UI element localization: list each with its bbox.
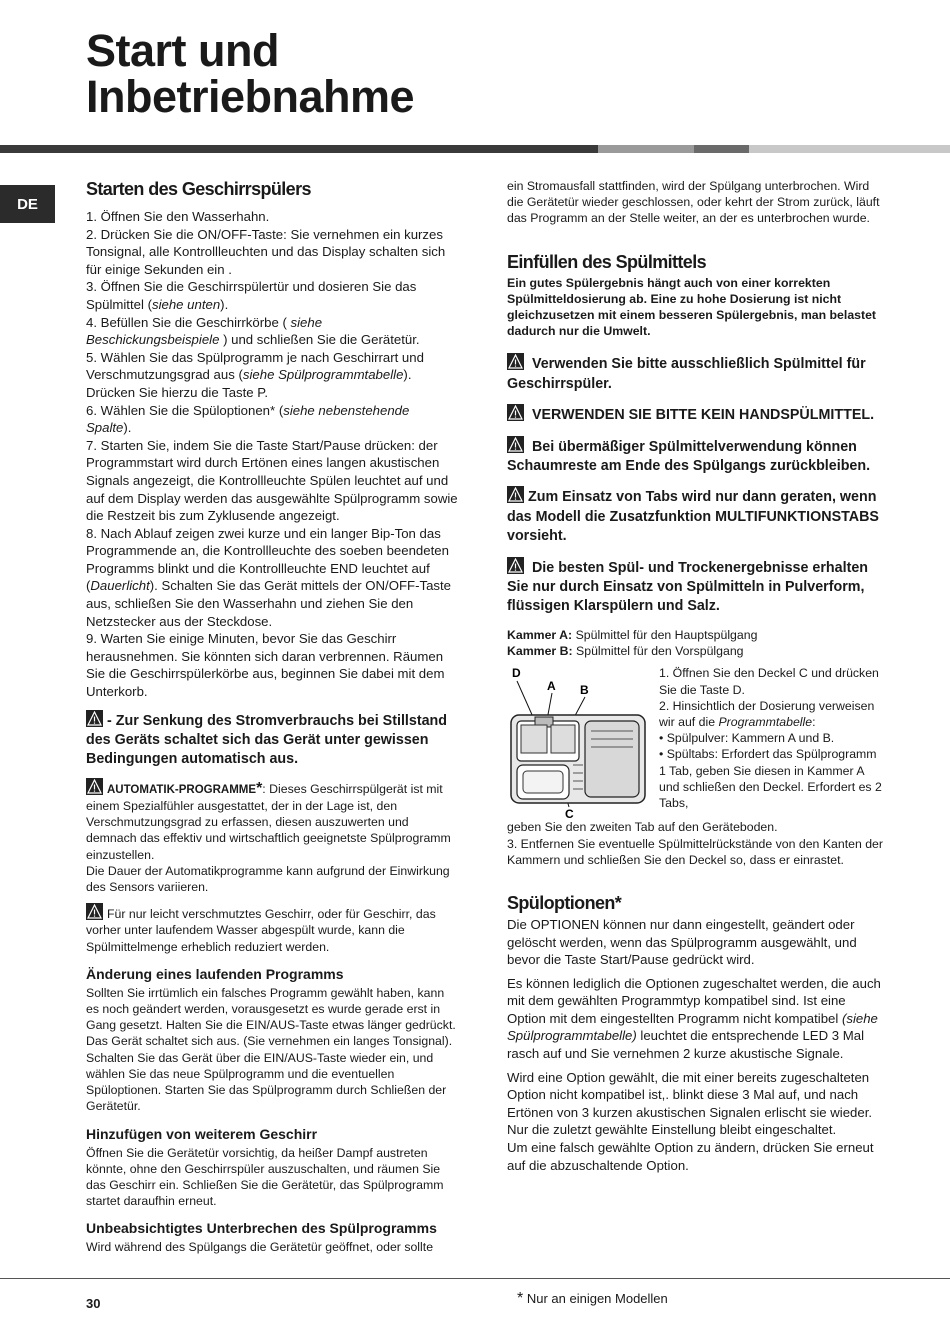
start-steps bbox=[86, 208, 458, 701]
warning-icon bbox=[86, 903, 103, 920]
section-heading-start: Starten des Geschirrspülers bbox=[86, 179, 311, 199]
options-p3: Wird eine Option gewählt, die mit einer bereits zugeschalteten Option nicht kompatibel ist,. blinkt diese 3 Mal auf, und nach Ertönen von 3 kurzen akustischen Signalen erlischt sie wieder. Nur die zuletzt gewählte Einstellung bleibt eingeschaltet. bbox=[507, 1069, 873, 1138]
detergent-warning-3: Bei übermäßiger Spülmittelverwendung können Schaumreste am Ende des Spülgangs zurückbleiben. bbox=[507, 436, 884, 477]
label-a: A bbox=[547, 679, 556, 694]
step-1: 1. Öffnen Sie den Wasserhahn. bbox=[86, 209, 270, 224]
right-column bbox=[507, 178, 884, 1174]
chamber-b: Kammer B: Spülmittel für den Vorspülgang bbox=[507, 644, 744, 659]
warning-icon bbox=[507, 353, 524, 370]
left-column bbox=[86, 178, 458, 1256]
warning-icon bbox=[507, 486, 524, 503]
detergent-warning-1: Verwenden Sie bitte ausschließlich Spülmittel für Geschirrspüler. bbox=[507, 353, 884, 394]
detergent-intro: Ein gutes Spülergebnis hängt auch von einer korrekten Spülmitteldosierung ab. Eine zu hohe Dosierung ist nicht gleichzusetzen mit einem besseren Spülergebnis, man belastet dadurch nur die Umwelt. bbox=[507, 275, 877, 339]
page-title bbox=[86, 25, 415, 122]
warning-icon bbox=[86, 778, 103, 795]
dispenser-bullet-2: • Spültabs: Erfordert das Spülprogramm 1 Tab, geben Sie diesen in Kammer A und schließen den Deckel. Erfordert es 2 Tabs, bbox=[659, 747, 882, 810]
header-rule bbox=[0, 145, 950, 153]
dispenser-instructions bbox=[659, 665, 884, 811]
dispenser-step-3: 3. Entfernen Sie eventuelle Spülmittelrückstände von den Kanten der Kammern und schließen Sie den Deckel so, dass er einrastet. bbox=[507, 836, 883, 867]
label-c: C bbox=[565, 807, 574, 822]
options-heading: Spüloptionen* bbox=[507, 892, 622, 913]
rule-segment bbox=[749, 145, 950, 153]
interrupt-text: Wird während des Spülgangs die Gerätetür geöffnet, oder sollte bbox=[86, 1240, 434, 1255]
change-program-text: Sollten Sie irrtümlich ein falsches Programm gewählt haben, kann es noch geändert werden, vorausgesetzt es wurde gerade erst in Gang gesetzt. Halten Sie die EIN/AUS-Taste etwas länger gedrückt. Das Gerät schaltet sich aus. (Sie vernehmen ein langes Tonsignal). Schalten Sie das Gerät über die EIN/AUS-Taste wieder ein, und wählen Sie das neue Spülprogramm und die eventuellen Spüloptionen. Starten Sie das Spülprogramm durch Schließen der Gerätetür. bbox=[86, 985, 456, 1114]
warning-icon bbox=[507, 404, 524, 421]
detergent-warning-4: Zum Einsatz von Tabs wird nur dann geraten, wenn das Modell die Zusatzfunktion MULTIFUNKTIONSTABS vorsieht. bbox=[507, 486, 884, 546]
rule-segment bbox=[694, 145, 749, 153]
detergent-dispenser-illustration bbox=[507, 665, 652, 825]
add-dishes-heading: Hinzufügen von weiterem Geschirr bbox=[86, 1125, 318, 1142]
page-title-line1: Start und bbox=[86, 25, 279, 76]
detergent-warning-5: Die besten Spül- und Trockenergebnisse erhalten Sie nur durch Einsatz von Spülmitteln in Pulverform, flüssigen Klarspülern und Salz. bbox=[507, 557, 884, 617]
interrupt-heading: Unbeabsichtigtes Unterbrechen des Spülprogramms bbox=[86, 1220, 437, 1237]
detergent-heading: Einfüllen des Spülmittels bbox=[507, 251, 707, 272]
page-title-line2: Inbetriebnahme bbox=[86, 71, 415, 122]
dispenser-bullet-2-cont: geben Sie den zweiten Tab auf den Geräteboden. bbox=[507, 820, 778, 835]
dispenser-section bbox=[507, 665, 884, 833]
chamber-a: Kammer A: Spülmittel für den Hauptspülgang bbox=[507, 627, 758, 642]
interrupt-text-cont: ein Stromausfall stattfinden, wird der Spülgang unterbrochen. Wird die Gerätetür wieder geschlossen, oder kehrt der Strom zurück, läuft das Programm an der Stelle weiter, an der es unterbrochen wurde. bbox=[507, 179, 880, 226]
options-p4: Um eine falsch gewählte Option zu ändern, drücken Sie erneut auf die abzuschaltende Option. bbox=[507, 1140, 874, 1173]
warning-icon bbox=[86, 710, 103, 727]
page-number: 30 bbox=[86, 1296, 101, 1311]
options-p2: Es können lediglich die Optionen zugeschaltet werden, die auch mit dem gewählten Programmtyp kompatibel sind. Ist eine Option mit dem eingestellten Programm nicht kompatibel (siehe Spülprogrammtabelle) leuchtet die entsprechende LED 3 Mal rasch auf und Sie vernehmen 2 kurze akustische Signale. bbox=[507, 975, 881, 1062]
change-program-heading: Änderung eines laufenden Programms bbox=[86, 965, 344, 982]
step-9: 9. Warten Sie einige Minuten, bevor Sie das Geschirr herausnehmen. Sie könnten sich daran verbrennen. Räumen Sie die Geschirrspülerkörbe aus, beginnen Sie dabei mit dem Unterkorb. bbox=[86, 631, 445, 700]
step-7: 7. Starten Sie, indem Sie die Taste Start/Pause drücken: der Programmstart wird durch Ertönen eines langen akustischen Signals angezeigt, die Kontrollleuchte Spülen leuchtet auf und auf dem Display werden das ausgewählte Spülprogramm sowie die Restzeit bis zum Zyklusende angezeigt. bbox=[86, 437, 458, 524]
label-d: D bbox=[512, 666, 521, 681]
language-badge: DE bbox=[0, 185, 55, 223]
dispenser-step-1: 1. Öffnen Sie den Deckel C und drücken Sie die Taste D. bbox=[659, 666, 879, 697]
add-dishes-text: Öffnen Sie die Gerätetür vorsichtig, da heißer Dampf austreten könnte, ohne den Geschirrspüler auszuschalten, und räumen Sie das Geschirr ein. Schließen Sie die Gerätetür, das Spülprogramm startet daraufhin erneut. bbox=[86, 1145, 444, 1209]
dispenser-bullet-1: • Spülpulver: Kammern A und B. bbox=[659, 731, 835, 746]
footnote: * Nur an einigen Modellen bbox=[517, 1290, 668, 1307]
step-2: 2. Drücken Sie die ON/OFF-Taste: Sie vernehmen ein kurzes Tonsignal, alle Kontrollleuchten und das Display schalten sich für einige Sekunden ein . bbox=[86, 226, 446, 277]
footer-rule bbox=[0, 1278, 950, 1279]
step-8: 8. Nach Ablauf zeigen zwei kurze und ein langer Bip-Ton das Programmende an, die Kontrollleuchte des soeben beendeten Programms blinkt und die Kontrollleuchte END leuchtet auf (Dauerlicht). Schalten Sie das Gerät mittels der ON/OFF-Taste aus, schließen Sie den Wasserhahn und ziehen Sie den Netzstecker aus der Steckdose. bbox=[86, 525, 451, 629]
options-p1: Die OPTIONEN können nur dann eingestellt, geändert oder gelöscht werden, wenn das Spülprogramm ausgewählt, und bevor die Taste Start/Pause gedrückt wird. bbox=[507, 916, 857, 968]
step-4: 4. Befüllen Sie die Geschirrkörbe ( siehe Beschickungsbeispiele ) und schließen Sie die Gerätetür. bbox=[86, 314, 420, 348]
warning-icon bbox=[507, 557, 524, 574]
step-6: 6. Wählen Sie die Spüloptionen* (siehe nebenstehende Spalte). bbox=[86, 402, 410, 436]
rule-segment bbox=[598, 145, 694, 153]
energy-warning: - Zur Senkung des Stromverbrauchs bei Stillstand des Geräts schaltet sich das Gerät unter gewissen Bedingungen automatisch aus. bbox=[86, 710, 458, 770]
light-dirty-note: Für nur leicht verschmutztes Geschirr, oder für Geschirr, das vorher unter laufendem Wasser abgespült wurde, kann die Spülmittelmenge erheblich reduziert werden. bbox=[86, 903, 458, 955]
label-b: B bbox=[580, 683, 589, 698]
rule-segment bbox=[0, 145, 598, 153]
detergent-warning-2: VERWENDEN SIE BITTE KEIN HANDSPÜLMITTEL. bbox=[507, 404, 884, 425]
dispenser-step-2: 2. Hinsichtlich der Dosierung verweisen wir auf die Programmtabelle: bbox=[659, 698, 875, 729]
auto-programs-note: AUTOMATIK-PROGRAMME*: Dieses Geschirrspülgerät ist mit einem Spezialfühler ausgestattet, der in der Lage ist, den Verschmutzungsgrad zu erfassen, diesen auszuwerten und demnach das effektiv und wirtschaftlich geeignetste Spülprogramm einzustellen. Die Dauer der Automatikprogramme kann aufgrund der Einwirkung des Sensors variieren. bbox=[86, 779, 451, 895]
warning-icon bbox=[507, 436, 524, 453]
step-3: 3. Öffnen Sie die Geschirrspülertür und dosieren Sie das Spülmittel (siehe unten). bbox=[86, 279, 417, 312]
step-5: 5. Wählen Sie das Spülprogramm je nach Geschirrart und Verschmutzungsgrad aus (siehe Spülprogrammtabelle). Drücken Sie hierzu die Taste P. bbox=[86, 349, 424, 400]
